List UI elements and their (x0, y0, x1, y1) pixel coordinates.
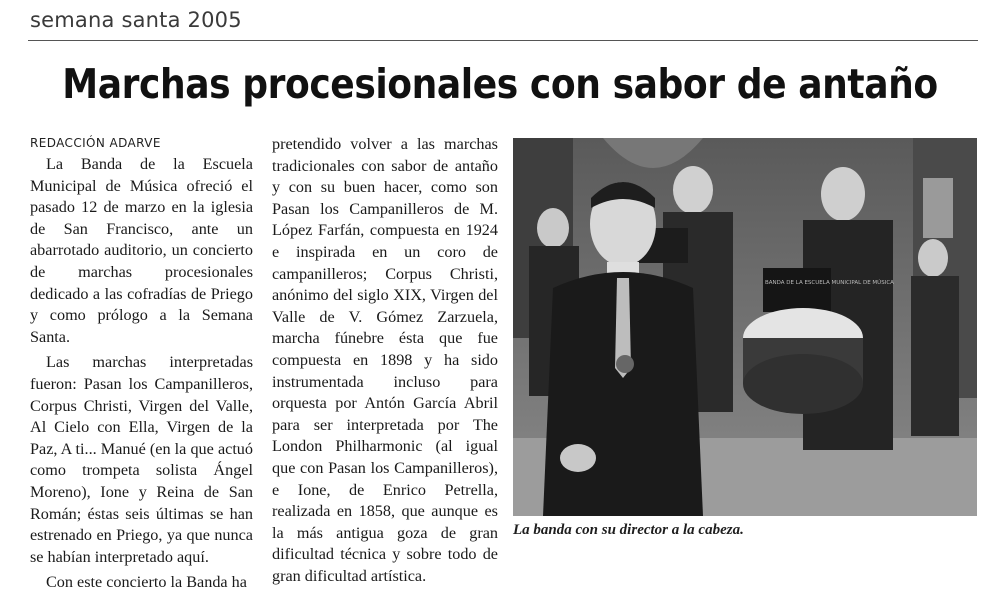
byline: REDACCIÓN ADARVE (30, 136, 161, 150)
paragraph: La Banda de la Escuela Municipal de Música ofreció el pasado 12 de marzo en la iglesia de San Francisco, ante un abarrotado auditorio, un concierto de marchas procesionales dedicado a las cofradías de Priego y como prólogo a la Semana Santa. (30, 155, 253, 346)
paragraph: Con este concierto la Banda ha (46, 573, 247, 592)
band-photo-illustration (513, 138, 977, 516)
article-column-2 (272, 134, 498, 591)
article-headline: Marchas procesionales con sabor de antaño (62, 60, 938, 108)
paragraph: pretendido volver a las marchas tradicionales con sabor de antaño y con su buen hacer, como son Pasan los Campanilleros de M. López Farfán, compuesta en 1924 e inspirada en un coro de campanilleros; Corpus Christi, anónimo del siglo XIX, Virgen del Valle de V. Gómez Zarzuela, marcha fúnebre ésta que fue compuesta en 1898 y ha sido instrumentada incluso para orquesta por Antón García Abril para ser interpretada por The London Philharmonic (al igual que con Pasan los Campanilleros), e Ione, de Enrico Petrella, realizada en 1858, que aunque es la más antigua goza de gran dificultad técnica y sobre todo de gran dificultad artística. (272, 135, 498, 585)
photo-caption: La banda con su director a la cabeza. (513, 522, 744, 538)
band-photo (513, 138, 977, 516)
article-column-1 (30, 134, 253, 598)
header-rule (28, 40, 978, 41)
section-label: semana santa 2005 (30, 8, 242, 32)
sign-text: BANDA DE LA ESCUELA MUNICIPAL DE MÚSICA (765, 280, 894, 286)
paragraph: Las marchas interpretadas fueron: Pasan los Campanilleros, Corpus Christi, Virgen del Valle, Al Cielo con Ella, Virgen de la Paz, A ti... Manué (en la que actuó como trompeta solista Ángel Moreno), Ione y Reina de San Román; éstas seis últimas se han estrenado en Priego, ya que nunca se habían interpretado aquí. (30, 353, 253, 566)
